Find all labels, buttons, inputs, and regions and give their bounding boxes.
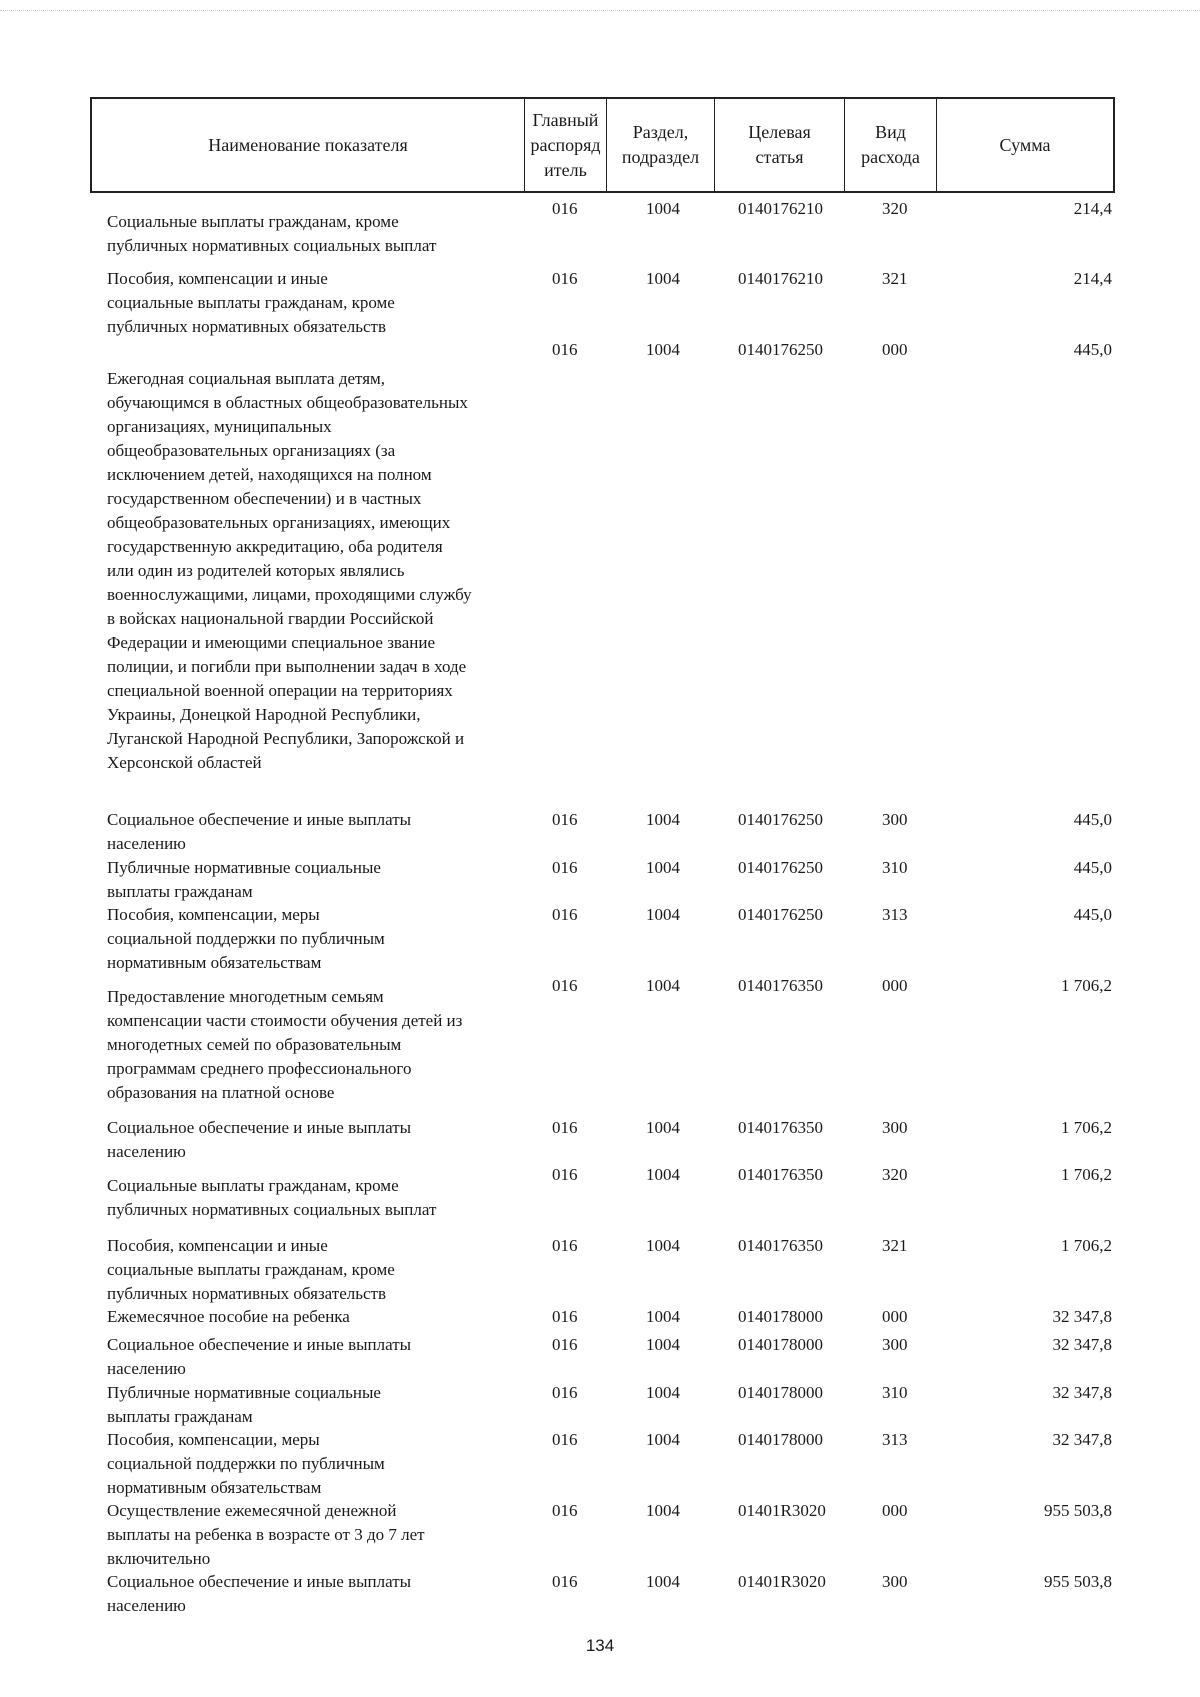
- row-glav: 016: [552, 1335, 578, 1354]
- row-cel: 0140176210: [738, 269, 823, 288]
- row-glav: 016: [552, 1307, 578, 1326]
- header-razd: Раздел, подраздел: [606, 99, 714, 191]
- row-name: Социальное обеспечение и иные выплаты населению: [107, 1335, 412, 1378]
- row-cel: 0140176210: [738, 199, 823, 218]
- row-cel: 0140178000: [738, 1383, 823, 1402]
- row-glav: 016: [552, 976, 578, 995]
- row-vid: 313: [882, 905, 908, 924]
- row-name: Предоставление многодетным семьям компенсации части стоимости обучения детей из многодетных семей по образовательным программам среднего профессионального образования на платной основе: [107, 987, 463, 1102]
- row-vid: 310: [882, 858, 908, 877]
- row-cel: 0140178000: [738, 1307, 823, 1326]
- row-cel: 01401R3020: [738, 1572, 826, 1591]
- row-cel: 01401R3020: [738, 1501, 826, 1520]
- row-vid: 300: [882, 1572, 908, 1591]
- row-vid: 000: [882, 1501, 908, 1520]
- row-name: Социальное обеспечение и иные выплаты населению: [107, 810, 412, 853]
- row-sum: 1 706,2: [1061, 1165, 1112, 1184]
- row-sum: 445,0: [1073, 905, 1112, 924]
- row-sum: 445,0: [1073, 810, 1112, 829]
- row-sum: 1 706,2: [1061, 1236, 1112, 1255]
- row-name: Пособия, компенсации, меры социальной поддержки по публичным нормативным обязательствам: [107, 905, 385, 972]
- row-name: Пособия, компенсации, меры социальной поддержки по публичным нормативным обязательствам: [107, 1430, 385, 1497]
- row-razd: 1004: [646, 1383, 680, 1402]
- row-glav: 016: [552, 1572, 578, 1591]
- row-cel: 0140176350: [738, 1236, 823, 1255]
- row-sum: 955 503,8: [1044, 1572, 1112, 1591]
- row-vid: 321: [882, 269, 908, 288]
- row-glav: 016: [552, 340, 578, 359]
- row-glav: 016: [552, 1430, 578, 1449]
- row-name: Социальное обеспечение и иные выплаты населению: [107, 1572, 412, 1615]
- row-sum: 1 706,2: [1061, 1118, 1112, 1137]
- row-sum: 1 706,2: [1061, 976, 1112, 995]
- row-razd: 1004: [646, 199, 680, 218]
- row-cel: 0140176350: [738, 1165, 823, 1184]
- row-razd: 1004: [646, 1501, 680, 1520]
- header-vid: Вид расхода: [844, 99, 936, 191]
- row-sum: 32 347,8: [1052, 1383, 1112, 1402]
- row-vid: 000: [882, 976, 908, 995]
- row-glav: 016: [552, 199, 578, 218]
- row-vid: 320: [882, 199, 908, 218]
- row-cel: 0140176250: [738, 810, 823, 829]
- row-name: Ежемесячное пособие на ребенка: [107, 1307, 350, 1326]
- row-vid: 310: [882, 1383, 908, 1402]
- row-sum: 32 347,8: [1052, 1307, 1112, 1326]
- row-razd: 1004: [646, 1335, 680, 1354]
- row-glav: 016: [552, 905, 578, 924]
- row-cel: 0140176350: [738, 1118, 823, 1137]
- row-cel: 0140176250: [738, 905, 823, 924]
- row-name: Осуществление ежемесячной денежной выплаты на ребенка в возрасте от 3 до 7 лет включительно: [107, 1501, 425, 1568]
- row-sum: 32 347,8: [1052, 1335, 1112, 1354]
- header-name: Наименование показателя: [208, 134, 408, 155]
- row-cel: 0140178000: [738, 1335, 823, 1354]
- row-vid: 300: [882, 1335, 908, 1354]
- row-glav: 016: [552, 1118, 578, 1137]
- row-glav: 016: [552, 1236, 578, 1255]
- row-razd: 1004: [646, 810, 680, 829]
- row-razd: 1004: [646, 1307, 680, 1326]
- row-razd: 1004: [646, 1572, 680, 1591]
- row-sum: 32 347,8: [1052, 1430, 1112, 1449]
- row-razd: 1004: [646, 1165, 680, 1184]
- row-cel: 0140176250: [738, 858, 823, 877]
- row-glav: 016: [552, 810, 578, 829]
- row-sum: 214,4: [1073, 269, 1112, 288]
- row-razd: 1004: [646, 905, 680, 924]
- row-name: Пособия, компенсации и иные социальные выплаты гражданам, кроме публичных нормативных обязательств: [107, 1236, 395, 1303]
- row-vid: 300: [882, 1118, 908, 1137]
- row-razd: 1004: [646, 269, 680, 288]
- row-razd: 1004: [646, 1430, 680, 1449]
- row-razd: 1004: [646, 1236, 680, 1255]
- row-name: Публичные нормативные социальные выплаты гражданам: [107, 1383, 381, 1426]
- row-sum: 445,0: [1073, 340, 1112, 359]
- row-vid: 300: [882, 810, 908, 829]
- row-name: Социальные выплаты гражданам, кроме публичных нормативных социальных выплат: [107, 212, 437, 255]
- row-sum: 214,4: [1073, 199, 1112, 218]
- row-vid: 313: [882, 1430, 908, 1449]
- row-name: Социальные выплаты гражданам, кроме публичных нормативных социальных выплат: [107, 1176, 437, 1219]
- row-cel: 0140176250: [738, 340, 823, 359]
- row-glav: 016: [552, 1383, 578, 1402]
- page-number: 134: [585, 1636, 615, 1655]
- row-sum: 445,0: [1073, 858, 1112, 877]
- row-razd: 1004: [646, 858, 680, 877]
- row-glav: 016: [552, 1165, 578, 1184]
- row-name: Социальное обеспечение и иные выплаты населению: [107, 1118, 412, 1161]
- header-glav: Главный распоряд итель: [524, 99, 606, 191]
- row-glav: 016: [552, 858, 578, 877]
- row-glav: 016: [552, 269, 578, 288]
- row-razd: 1004: [646, 340, 680, 359]
- row-name: Пособия, компенсации и иные социальные выплаты гражданам, кроме публичных нормативных обязательств: [107, 269, 395, 336]
- header-sum: Сумма: [936, 99, 1113, 191]
- row-razd: 1004: [646, 976, 680, 995]
- row-sum: 955 503,8: [1044, 1501, 1112, 1520]
- row-cel: 0140176350: [738, 976, 823, 995]
- row-cel: 0140178000: [738, 1430, 823, 1449]
- row-vid: 321: [882, 1236, 908, 1255]
- row-vid: 000: [882, 1307, 908, 1326]
- header-cel: Целевая статья: [714, 99, 844, 191]
- row-name: Публичные нормативные социальные выплаты гражданам: [107, 858, 381, 901]
- row-name: Ежегодная социальная выплата детям, обучающимся в областных общеобразовательных организациях, муниципальных общеобразовательных организациях (за исключением детей, находящихся на полном государственном обеспечении) и в частных общеобразовательных организациях, имеющих государственную аккредитацию, оба родителя или один из родителей которых являлись военнослужащими, лицами, проходящими службу в войсках национальной гвардии Российской Федерации и имеющими специальное звание полиции, и погибли при выполнении задач в ходе специальной военной операции на территориях Украины, Донецкой Народной Республики, Луганской Народной Республики, Запорожской и Херсонской областей: [107, 369, 472, 772]
- row-vid: 000: [882, 340, 908, 359]
- row-vid: 320: [882, 1165, 908, 1184]
- row-glav: 016: [552, 1501, 578, 1520]
- row-razd: 1004: [646, 1118, 680, 1137]
